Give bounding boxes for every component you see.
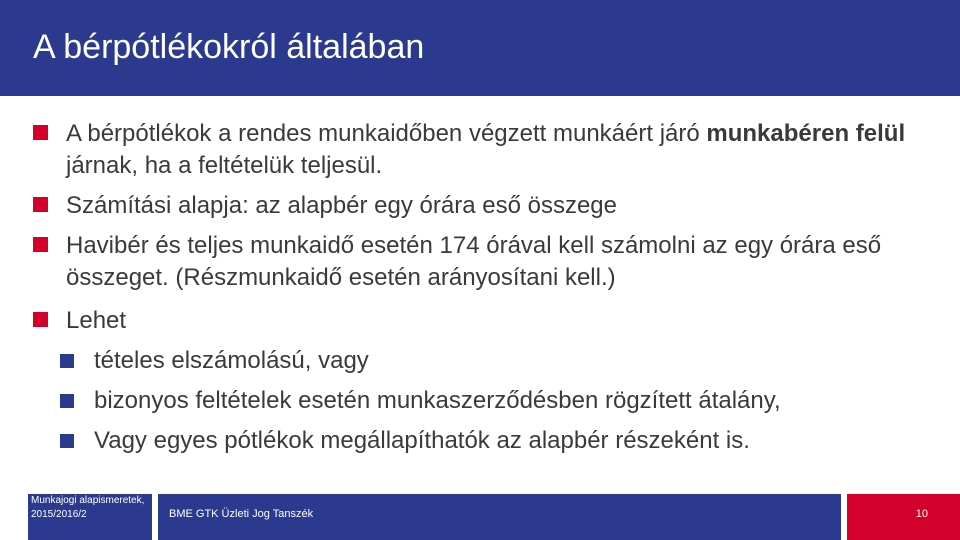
footer-department-text: BME GTK Üzleti Jog Tanszék — [169, 508, 314, 520]
footer-page-number-box — [847, 494, 960, 540]
slide-title: A bérpótlékokról általában — [33, 28, 425, 66]
red-square-bullet-icon — [33, 125, 48, 140]
sub-bullet-item: bizonyos feltételek esetén munkaszerződésben rögzített átalány, — [94, 385, 934, 417]
footer-department — [158, 494, 841, 540]
blue-square-bullet-icon — [60, 394, 74, 408]
bullet-item: A bérpótlékok a rendes munkaidőben végzett munkáért járó munkabéren felül járnak, ha a feltételük teljesül. — [66, 118, 926, 182]
sub-bullet-item: tételes elszámolású, vagy — [94, 345, 934, 377]
bullet-item: Havibér és teljes munkaidő esetén 174 órával kell számolni az egy órára eső összeget. (Részmunkaidő esetén arányosítani kell.) — [66, 230, 926, 294]
page-number: 10 — [915, 508, 928, 520]
red-square-bullet-icon — [33, 197, 48, 212]
sub-bullet-item: Vagy egyes pótlékok megállapíthatók az alapbér részeként is. — [94, 425, 934, 457]
bullet-item: Lehet — [66, 305, 926, 337]
bullet-item: Számítási alapja: az alapbér egy órára eső összege — [66, 190, 926, 222]
footer-course-label: Munkajogi alapismeretek, 2015/2016/2 — [28, 494, 152, 540]
blue-square-bullet-icon — [60, 434, 74, 448]
bold-phrase: munkabéren felül — [706, 120, 906, 147]
red-square-bullet-icon — [33, 237, 48, 252]
red-square-bullet-icon — [33, 312, 48, 327]
blue-square-bullet-icon — [60, 354, 74, 368]
